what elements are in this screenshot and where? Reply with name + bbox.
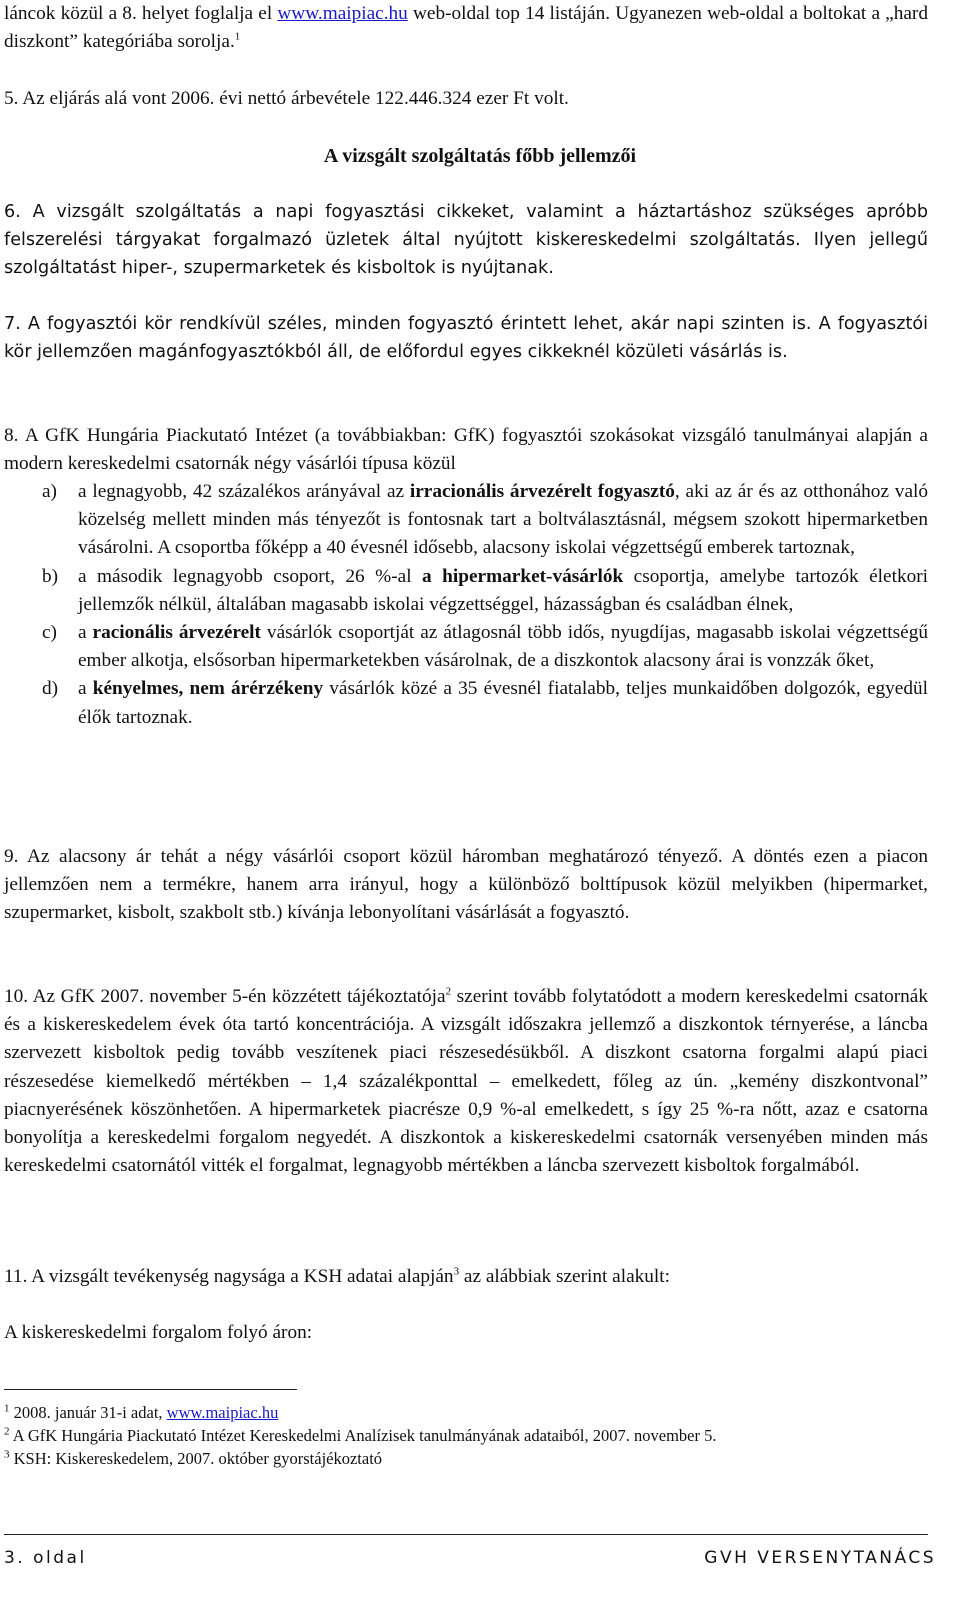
footnote-1: $^1$ 2008. január 31-i adat, www.maipiac.hu — [4, 1402, 279, 1422]
paragraph-12: A kiskereskedelmi forgalom folyó áron: — [4, 1322, 313, 1343]
paragraph-intro: láncok közül a 8. helyet foglalja el www.maipiac.hu web-oldal top 14 listáján. Ugyanezen web-oldal a boltokat a „hard diszkont” kategóriába sorolja.$^1$ — [4, 3, 928, 53]
footnote-2: $^2$ A GfK Hungária Piackutató Intézet Kereskedelmi Analízisek tanulmányának adataiból, 2007. november 5. — [4, 1425, 717, 1445]
footnote-maipiac-link[interactable]: www.maipiac.hu — [166, 1403, 279, 1422]
list-item: d) a kényelmes, nem árérzékeny vásárlók közé a 35 évesnél fiatalabb, teljes munkaidőben dolgozók, egyedül élők tartoznak. — [42, 678, 928, 728]
list-item: a) a legnagyobb, 42 százalékos arányával az irracionális árvezérelt fogyasztó, aki az ár és az otthonához való közelség mellett minden más tényezőt is fontosnak tart a boltválasztásnál, mégsem szokott hipermarketben vásárolni. A csoportba főképp a 40 évesnél idősebb, alacsony iskolai végzettségű emberek tartoznak, — [42, 481, 928, 559]
footer-divider — [4, 1534, 928, 1535]
footnote-ref-3: 3 — [453, 1265, 460, 1278]
footnote-ref-2: 2 — [445, 985, 452, 998]
paragraph-8-intro: 8. A GfK Hungária Piackutató Intézet (a továbbiakban: GfK) fogyasztói szokásokat vizsgáló tanulmányai alapján a modern kereskedelmi csatornák négy vásárlói típusa közül — [4, 425, 928, 475]
paragraph-10: 10. Az GfK 2007. november 5-én közzétett tájékoztatója$^2$ szerint tovább folytatódott a modern kereskedelmi csatornák és a kiskereskedelem évek óta tartó koncentrációja. A vizsgált időszakra jellemző a diszkontok térnyerése, a láncba szervezett kisboltok pedig tovább veszítenek piaci részesedésükből. A diszkont csatorna forgalmi alapú piaci részesedése kiemelkedő mértékben – 1,4 százalékponttal – emelkedett, főleg az ún. „kemény diszkontvonal” piacnyerésének köszönhetően. A hipermarketek piacrésze 0,9 %-al emelkedett, s így 25 %-ra nőtt, azaz e csatorna bonyolítja a kereskedelmi forgalom negyedét. A diszkontok a kiskereskedelmi csatornák versenyében minden más kereskedelmi csatornától vitték el forgalmat, legnagyobb mértékben a láncba szervezett kisboltok forgalmából. — [4, 985, 928, 1177]
footnote-divider — [4, 1389, 297, 1390]
paragraph-11: 11. A vizsgált tevékenység nagysága a KSH adatai alapján$^3$ az alábbiak szerint alakult: — [4, 1265, 671, 1287]
paragraph-5: 5. Az eljárás alá vont 2006. évi nettó árbevétele 122.446.324 ezer Ft volt. — [4, 88, 569, 109]
list-item: b) a második legnagyobb csoport, 26 %-al a hipermarket-vásárlók csoportja, amelybe tartozók életkori jellemzők nélkül, általában magasabb iskolai végzettséggel, házasságban és családban élnek, — [42, 565, 929, 615]
paragraph-7: 7. A fogyasztói kör rendkívül széles, minden fogyasztó érintett lehet, akár napi szinten is. A fogyasztói kör jellemzően magánfogyasztókból áll, de előfordul egyes cikkeknél közületi vásárlás is. — [4, 314, 928, 363]
section-heading: A vizsgált szolgáltatás főbb jellemzői — [323, 145, 637, 167]
paragraph-9: 9. Az alacsony ár tehát a négy vásárlói csoport közül háromban meghatározó tényező. A döntés ezen a piacon jellemzően nem a termékre, hanem arra irányul, hogy a különböző bolttípusok közül melyikben (hipermarket, szupermarket, kisbolt, szakbolt stb.) kívánja lebonyolítani vásárlását a fogyasztó. — [4, 846, 928, 924]
footer-organization: GVH VERSENYTANÁCS — [704, 1548, 936, 1568]
maipiac-link[interactable]: www.maipiac.hu — [277, 3, 408, 24]
footnote-ref-1: 1 — [234, 30, 241, 43]
list-item: c) a racionális árvezérelt vásárlók csoportját az átlagosnál több idős, nyugdíjas, magasabb iskolai végzettségű ember alkotja, elsősorban hipermarketekben vásárolnak, de a diszkontok alacsony árai is vonzzák őket, — [42, 622, 928, 672]
paragraph-6: 6. A vizsgált szolgáltatás a napi fogyasztási cikkeket, valamint a háztartáshoz szükséges apróbb felszerelési tárgyakat forgalmazó üzletek által nyújtott kiskereskedelmi szolgáltatás. Ilyen jellegű szolgáltatást hiper-, szupermarketek és kisboltok is nyújtanak. — [4, 202, 928, 279]
page-number: 3. oldal — [4, 1548, 87, 1568]
buyer-type-list — [4, 478, 928, 732]
footnote-3: $^3$ KSH: Kiskereskedelem, 2007. október gyorstájékoztató — [4, 1448, 383, 1468]
